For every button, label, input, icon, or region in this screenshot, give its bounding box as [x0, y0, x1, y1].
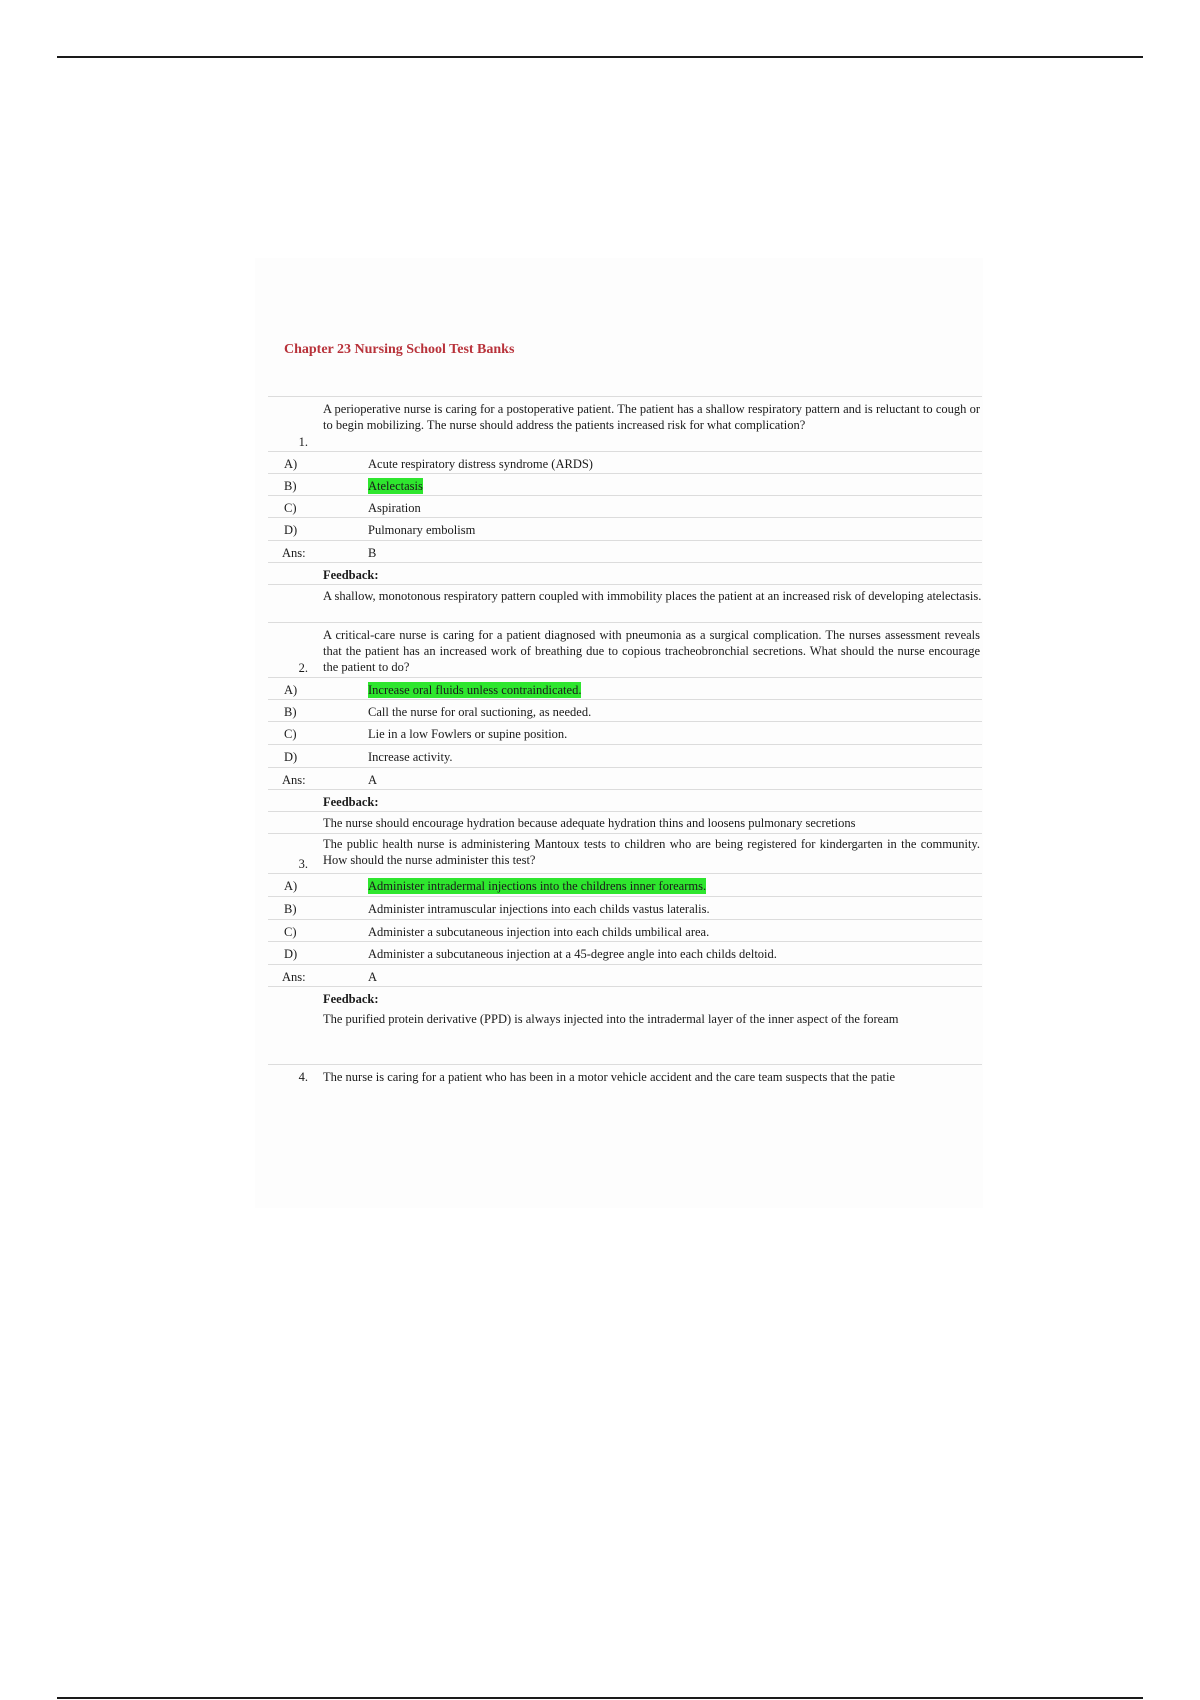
option-text: Administer intramuscular injections into each childs vastus lateralis.: [368, 902, 710, 916]
feedback-text: The purified protein derivative (PPD) is always injected into the intradermal layer of the inner aspect of the foream: [323, 1012, 899, 1026]
answer-label: Ans:: [282, 970, 306, 984]
answer-value: A: [368, 773, 378, 787]
feedback-row: [268, 584, 982, 623]
option-text: Administer a subcutaneous injection at a 45-degree angle into each childs deltoid.: [368, 947, 777, 961]
option-row: [268, 473, 982, 496]
option-letter: A): [284, 879, 298, 893]
option-text: Call the nurse for oral suctioning, as needed.: [368, 705, 592, 719]
answer-row: [268, 964, 982, 987]
question-row: [268, 396, 982, 452]
feedback-row: [268, 811, 982, 834]
scanned-page: [255, 258, 983, 1208]
option-letter: B): [284, 705, 297, 719]
option-letter: D): [284, 750, 298, 764]
option-row: [268, 896, 982, 920]
question-number: 4.: [298, 1070, 308, 1084]
option-row: [268, 919, 982, 942]
answer-row: [268, 767, 982, 790]
question-row: [268, 1064, 982, 1089]
option-row: [268, 699, 982, 722]
feedback-label: Feedback:: [323, 992, 379, 1006]
answer-value: A: [368, 970, 378, 984]
top-rule: [57, 56, 1143, 58]
question-number: 1.: [298, 435, 308, 449]
correct-option-text: Atelectasis: [368, 479, 423, 493]
feedback-text: A shallow, monotonous respiratory pattern coupled with immobility places the patient at an increased risk of developing atelectasis.: [323, 589, 982, 603]
feedback-label-row: [268, 986, 982, 1009]
option-letter: B): [284, 479, 297, 493]
option-text: Administer a subcutaneous injection into each childs umbilical area.: [368, 925, 710, 939]
option-text: Aspiration: [368, 501, 421, 515]
feedback-label: Feedback:: [323, 795, 379, 809]
question-text: The nurse is caring for a patient who has been in a motor vehicle accident and the care team suspects that the patie: [323, 1070, 895, 1084]
option-letter: A): [284, 683, 298, 697]
option-letter: D): [284, 947, 298, 961]
answer-label: Ans:: [282, 773, 306, 787]
option-letter: D): [284, 523, 298, 537]
feedback-label-row: [268, 789, 982, 812]
question-number: 2.: [298, 661, 308, 675]
question-text: A critical-care nurse is caring for a patient diagnosed with pneumonia as a surgical complication. The nurses assessment reveals that the patient has an increased work of breathing due to copious tracheobronchial secretions. What should the nurse encourage the patient to do?: [323, 628, 980, 674]
option-row: [268, 451, 982, 474]
option-row: [268, 873, 982, 897]
option-row: [268, 677, 982, 700]
correct-option-text: Administer intradermal injections into the childrens inner forearms.: [368, 879, 707, 893]
feedback-label: Feedback:: [323, 568, 379, 582]
option-row: [268, 517, 982, 541]
bottom-rule: [57, 1697, 1143, 1699]
question-text: A perioperative nurse is caring for a postoperative patient. The patient has a shallow respiratory pattern and is reluctant to cough or to begin mobilizing. The nurse should address the patients increased risk for what complication?: [323, 402, 980, 432]
question-text: The public health nurse is administering Mantoux tests to children who are being registered for kindergarten in the community. How should the nurse administer this test?: [323, 837, 980, 867]
feedback-label-row: [268, 562, 982, 585]
option-text: Pulmonary embolism: [368, 523, 476, 537]
option-row: [268, 941, 982, 965]
answer-row: [268, 540, 982, 563]
option-letter: C): [284, 501, 297, 515]
chapter-title: Chapter 23 Nursing School Test Banks: [284, 342, 515, 357]
correct-option-text: Increase oral fluids unless contraindicated.: [368, 683, 582, 697]
option-row: [268, 495, 982, 518]
feedback-row: [268, 1008, 982, 1064]
answer-label: Ans:: [282, 546, 306, 560]
option-text: Increase activity.: [368, 750, 453, 764]
feedback-text: The nurse should encourage hydration because adequate hydration thins and loosens pulmonary secretions: [323, 816, 856, 830]
option-row: [268, 744, 982, 768]
answer-value: B: [368, 546, 377, 560]
option-letter: B): [284, 902, 297, 916]
option-letter: C): [284, 925, 297, 939]
question-row: [268, 833, 982, 874]
option-letter: A): [284, 457, 298, 471]
question-number: 3.: [298, 857, 308, 871]
option-row: [268, 721, 982, 745]
option-text: Lie in a low Fowlers or supine position.: [368, 727, 568, 741]
option-text: Acute respiratory distress syndrome (ARDS): [368, 457, 593, 471]
option-letter: C): [284, 727, 297, 741]
question-row: [268, 622, 982, 678]
